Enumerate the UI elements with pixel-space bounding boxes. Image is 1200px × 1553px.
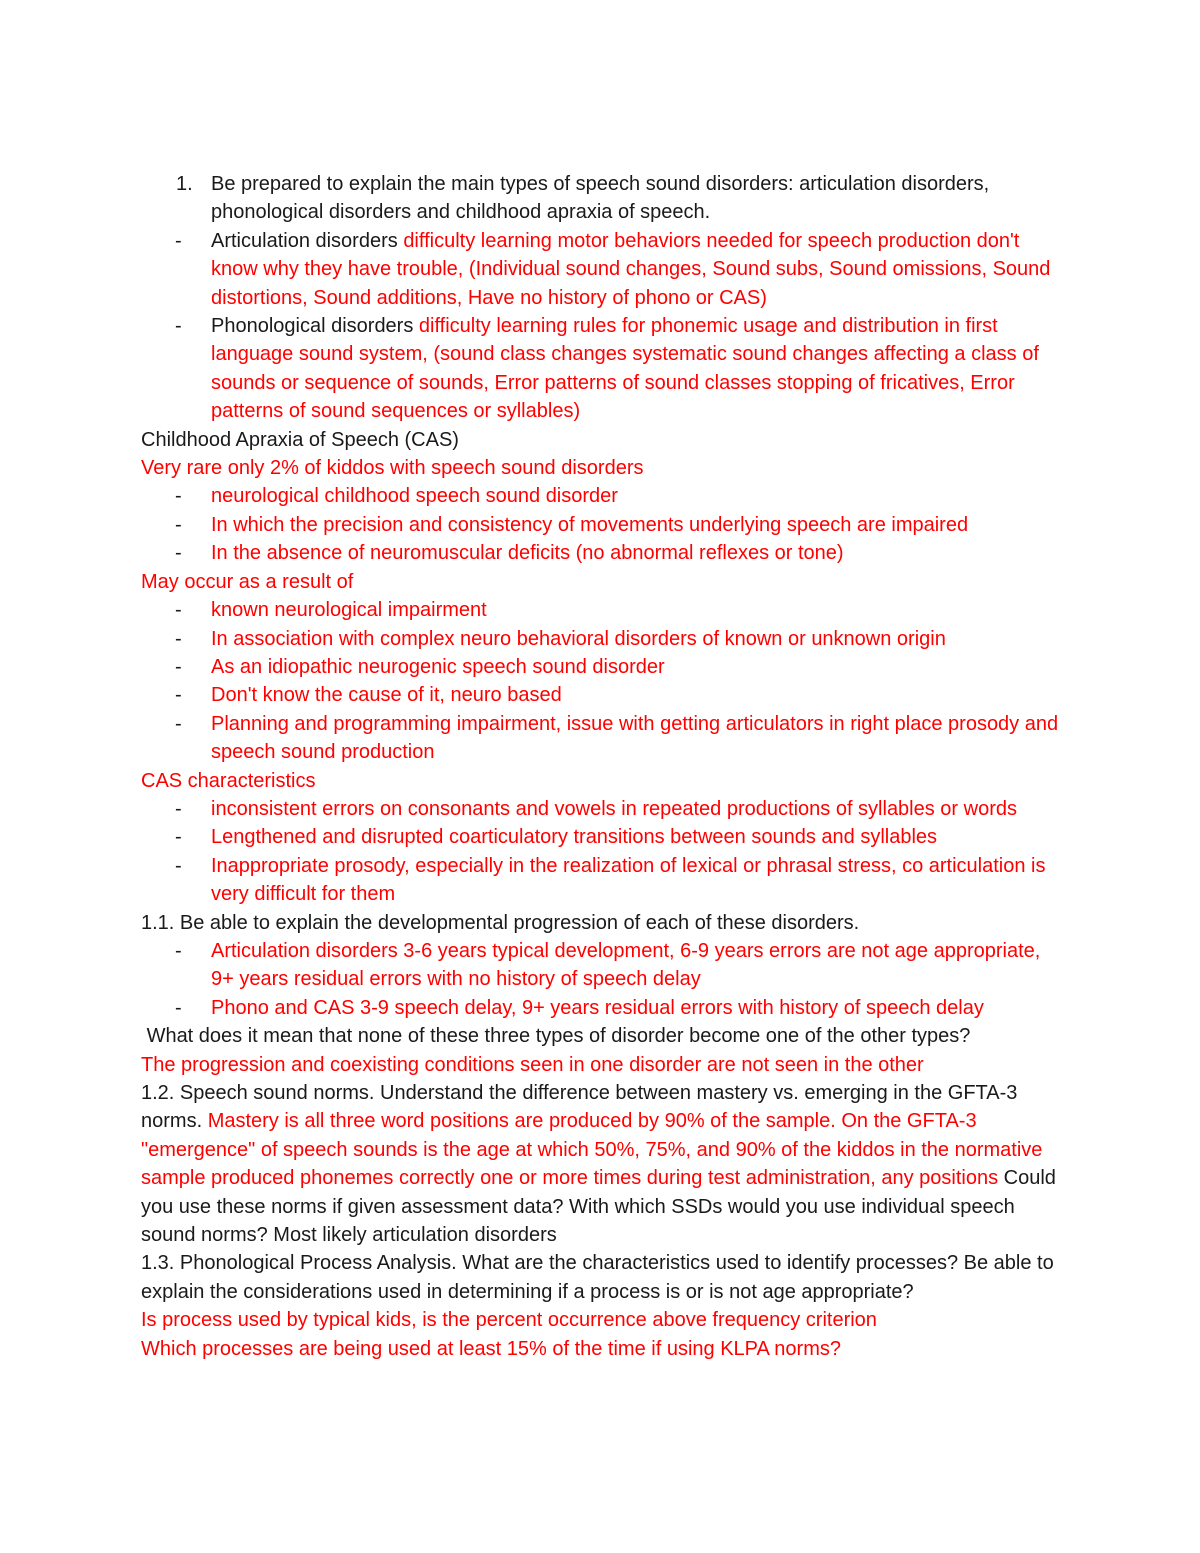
dash-bullet: - [175,712,182,735]
dash-bullet: - [175,797,182,820]
question-1-number: 1. [176,173,193,195]
question-1-text: Be prepared to explain the main types of speech sound disorders: articulation disorders, phonological disorders and childhood apraxia of speech. [211,173,990,224]
dash-bullet: - [175,684,182,707]
list-item [141,653,1061,681]
item-answer: Planning and programming impairment, issue with getting articulators in right place prosody and speech sound production [211,712,1059,764]
list-item [141,681,1061,709]
list-item [141,511,1061,539]
item-label: Articulation disorders [211,229,404,252]
question-1-1-answer: The progression and coexisting conditions seen in one disorder are not seen in the other [141,1053,924,1076]
list-item [141,937,1061,994]
question-1-3-answer: Is process used by typical kids, is the percent occurrence above frequency criterion [141,1309,877,1332]
item-answer: neurological childhood speech sound disorder [211,485,618,508]
list-item [141,795,1061,823]
item-answer: inconsistent errors on consonants and vowels in repeated productions of syllables or words [211,797,1017,820]
list-item [141,312,1061,426]
item-answer: Phono and CAS 3-9 speech delay, 9+ years residual errors with history of speech delay [211,996,984,1019]
dash-bullet: - [175,542,182,565]
question-1-1-followup: What does it mean that none of these three types of disorder become one of the other types? [141,1025,971,1048]
question-1-1: 1.1. Be able to explain the developmental progression of each of these disorders. [141,911,860,934]
question-1-2-followup: Could you use these norms if given assessment data? With which SSDs would you use individual speech sound norms? Most likely articulation disorders [141,1167,1056,1247]
question-1-2-text: 1.2. Speech sound norms. Understand the difference between mastery vs. emerging in the GFTA-3 norms. [141,1082,1018,1133]
list-item [141,994,1061,1022]
dash-bullet: - [175,996,182,1019]
dash-bullet: - [175,599,182,622]
item-answer: difficulty learning motor behaviors needed for speech production don't know why they have trouble, (Individual sound changes, Sound subs, Sound omissions, Sound distortions, Sound additions, Have no history of phono or CAS) [211,229,1051,309]
item-answer: In which the precision and consistency of movements underlying speech are impaired [211,513,969,536]
document-body [141,170,1061,1363]
cas-heading: Childhood Apraxia of Speech (CAS) [141,428,459,451]
characteristics-heading: CAS characteristics [141,769,316,792]
dash-bullet: - [175,627,182,650]
list-item [141,596,1061,624]
item-answer: difficulty learning rules for phonemic usage and distribution in first language sound system, (sound class changes systematic sound changes affecting a class of sounds or sequence of sounds, Error patterns of sound classes stopping of fricatives, Error patterns of sound sequences or syllables) [211,315,1039,423]
item-answer: In the absence of neuromuscular deficits (no abnormal reflexes or tone) [211,542,844,565]
cas-rare-note: Very rare only 2% of kiddos with speech sound disorders [141,457,644,480]
dash-bullet: - [175,939,182,962]
item-answer: Don't know the cause of it, neuro based [211,684,562,707]
dash-bullet: - [175,826,182,849]
question-1-2 [141,1079,1061,1249]
list-item [141,823,1061,851]
dash-bullet: - [175,854,182,877]
dash-bullet: - [175,229,182,252]
item-answer: Inappropriate prosody, especially in the realization of lexical or phrasal stress, co articulation is very difficult for them [211,854,1046,906]
list-item [141,482,1061,510]
item-answer: Lengthened and disrupted coarticulatory transitions between sounds and syllables [211,826,938,849]
question-1-2-answer: Mastery is all three word positions are produced by 90% of the sample. On the GFTA-3 "emergence" of speech sounds is the age at which 50%, 75%, and 90% of the kiddos in the normative sample produced phonemes correctly one or more times during test administration, any positions [141,1110,1043,1190]
item-answer: In association with complex neuro behavioral disorders of known or unknown origin [211,627,946,650]
question-1 [141,170,1061,227]
item-label: Phonological disorders [211,315,419,338]
dash-bullet: - [175,315,182,338]
list-item [141,539,1061,567]
list-item [141,625,1061,653]
list-item [141,227,1061,312]
dash-bullet: - [175,485,182,508]
item-answer: Articulation disorders 3-6 years typical development, 6-9 years errors are not age appropriate, 9+ years residual errors with no history of speech delay [211,939,1041,991]
list-item [141,710,1061,767]
dash-bullet: - [175,655,182,678]
dash-bullet: - [175,513,182,536]
occur-heading: May occur as a result of [141,570,354,593]
question-1-3-answer: Which processes are being used at least 15% of the time if using KLPA norms? [141,1337,841,1360]
item-answer: known neurological impairment [211,599,487,622]
question-1-3: 1.3. Phonological Process Analysis. What are the characteristics used to identify processes? Be able to explain the considerations used in determining if a process is or is not age appropriate? [141,1252,1054,1303]
list-item [141,852,1061,909]
item-answer: As an idiopathic neurogenic speech sound disorder [211,655,665,678]
